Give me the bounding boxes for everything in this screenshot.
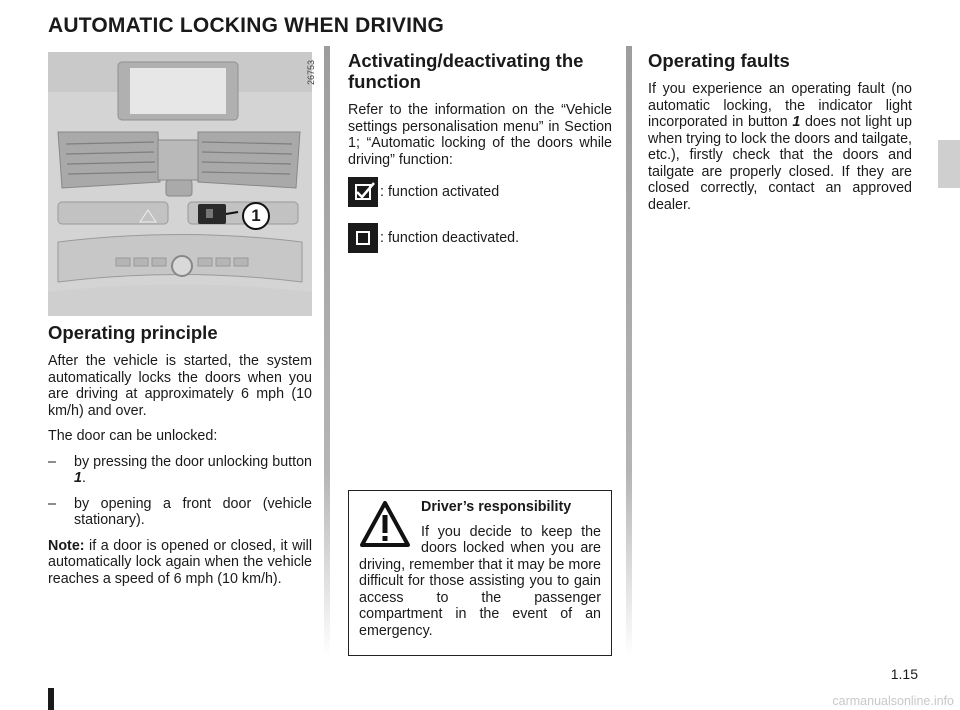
note-paragraph <box>48 538 312 588</box>
watermark: carmanualsonline.info <box>832 694 954 708</box>
button-number: 1 <box>74 470 82 486</box>
figure-reference-number: 26753 <box>306 60 316 86</box>
status-activated <box>348 177 612 207</box>
note-label: Note: <box>48 537 85 554</box>
unlock-intro-text: The door can be unlocked: <box>48 428 218 444</box>
list-item-text: by opening a front door (vehicle stationary). <box>74 495 312 528</box>
warning-text: If you decide to keep the doors locked when you are driving, remember that it may be more difficult for those assisting you to gain access to the passenger compartment in the event of an emergency. <box>359 523 601 639</box>
page-title: AUTOMATIC LOCKING WHEN DRIVING <box>48 14 445 37</box>
dashboard-drawing <box>48 52 312 316</box>
list-item <box>48 454 312 487</box>
deactivated-label: : function deactivated. <box>380 229 520 246</box>
operating-principle-section <box>48 322 312 596</box>
activated-label: : function activated <box>380 183 500 200</box>
button-number: 1 <box>792 114 801 130</box>
list-item-text: by pressing the door unlocking button <box>74 453 312 470</box>
activating-heading: Activating/deactivating the function <box>348 50 584 92</box>
column-divider <box>324 46 330 656</box>
list-item <box>48 496 312 529</box>
list-item-text-end: . <box>81 470 86 486</box>
activating-text: Refer to the information on the “Vehicle settings personalisation menu” in Section 1; “Automatic locking of the doors while driving” function: <box>348 102 612 168</box>
warning-box <box>348 490 612 656</box>
warning-triangle-icon <box>359 499 411 551</box>
callout-1 <box>242 202 270 230</box>
dashboard-illustration <box>48 52 316 316</box>
checkbox-empty-icon <box>348 223 378 253</box>
warning-title: Driver’s responsibility <box>421 499 572 515</box>
section-tab <box>938 140 960 188</box>
operating-faults-heading: Operating faults <box>648 50 790 71</box>
operating-principle-text: After the vehicle is started, the system automatically locks the doors when you are driving at approximately 6 mph (10 km/h) and over. <box>48 353 312 419</box>
checkbox-checked-icon <box>348 177 378 207</box>
callout-label: 1 <box>251 206 261 225</box>
status-deactivated <box>348 223 612 253</box>
note-text: if a door is opened or closed, it will automatically lock again when the vehicle reaches a speed of 6 mph (10 km/h). <box>48 537 312 587</box>
page-number: 1.15 <box>890 666 918 682</box>
operating-principle-heading: Operating principle <box>48 322 218 343</box>
list-dash: – <box>48 453 56 470</box>
column-divider <box>626 46 632 656</box>
list-dash: – <box>48 495 56 512</box>
corner-marker <box>48 688 54 710</box>
operating-faults-section <box>648 50 912 222</box>
operating-faults-text: If you experience an operating fault (no automatic locking, the indicator light incorporated in button 1 does not light up when trying to lock the doors and tailgate, etc.), firstly check that the doors and tailgate are properly closed. If they are closed correctly, contact an approved dealer. <box>648 81 912 213</box>
activating-section <box>348 50 612 269</box>
